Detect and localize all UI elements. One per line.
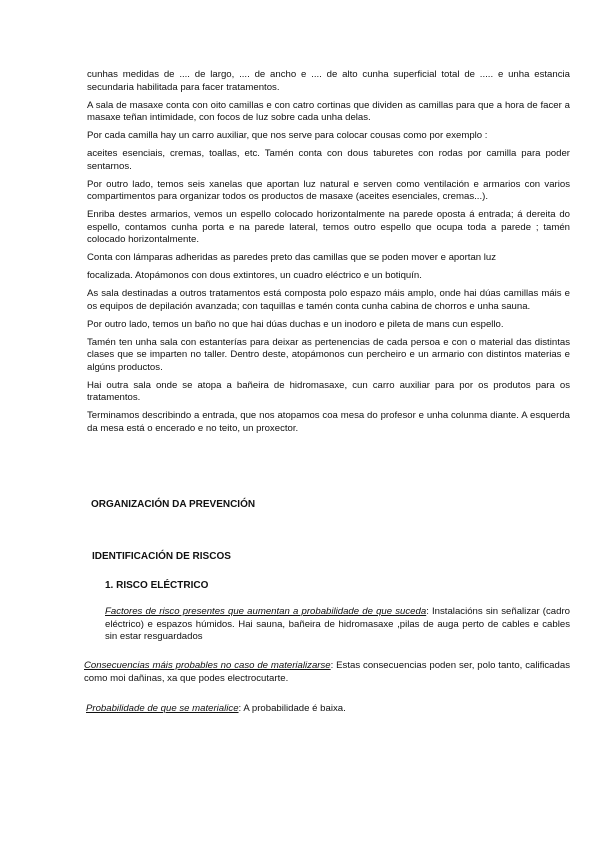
paragraph: focalizada. Atopámonos con dous extintores, un cuadro eléctrico e un botiquín.: [87, 270, 422, 281]
paragraph: cunhas medidas de .... de largo, .... de ancho e .... de alto cunha superficial total de ..... e unha estancia secundaria habilitada para facer tratamentos.: [87, 69, 570, 93]
consecuencias-paragraph: [84, 660, 570, 685]
paragraph: Enriba destes armarios, vemos un espello colocado horizontalmente na parede oposta á entrada; á dereita do espello, contamos cunha porta e na parede lateral, temos outro espello que ocupa toda a parede ; tamén colocado horizontalmente.: [87, 209, 570, 245]
factores-text: : Instalacións sin señalizar (cadro eléctrico) e espazos húmidos. Hai sauna, bañeira de hidromasaxe ,pilas de auga perto de cables e cables sin estar resguardados: [105, 606, 570, 642]
factores-label: Factores de risco presentes que aumentan a probabilidade de que suceda: [105, 606, 427, 617]
paragraph: Hai outra sala onde se atopa a bañeira de hidromasaxe, cun carro auxiliar para por os produtos para os tratamentos.: [87, 379, 570, 403]
consecuencias-label: Consecuencias máis probables no caso de materializarse: [84, 660, 331, 671]
section-heading-organizacion: ORGANIZACIÓN DA PREVENCIÓN: [91, 499, 256, 510]
paragraph: Por outro lado, temos un baño no que hai dúas duchas e un inodoro e pileta de mans cun espello.: [87, 318, 504, 330]
paragraph: Tamén ten unha sala con estanterías para deixar as pertenencias de cada persoa e con o material das distintas clases que se imparten no taller. Dentro deste, atopámonos cun percheiro e un armario con distintos materias e algúns productos.: [87, 336, 570, 373]
description-text-block: [87, 69, 570, 441]
probabilidade-paragraph: [86, 703, 570, 716]
paragraph: aceites esenciais, cremas, toallas, etc. Tamén conta con dous taburetes con rodas por camilla para poder sentarnos.: [87, 148, 570, 172]
section-heading-identificacion: IDENTIFICACIÓN DE RISCOS: [92, 551, 231, 562]
subsection-heading-risco: 1. RISCO ELÉCTRICO: [105, 580, 209, 591]
paragraph: Terminamos describindo a entrada, que nos atopamos coa mesa do profesor e unha colunma diante. A esquerda da mesa está o encerado e no teito, un proxector.: [87, 410, 570, 434]
probabilidade-text: : A probabilidade é baixa.: [238, 703, 346, 714]
probabilidade-label: Probabilidade de que se materialice: [86, 703, 239, 714]
paragraph: Conta con lámparas adheridas as paredes preto das camillas que se poden mover e aportan luz: [87, 252, 497, 263]
paragraph: A sala de masaxe conta con oito camillas e con catro cortinas que dividen as camillas para que a hora de facer a masaxe teñan intimidade, con focos de luz sobre cada unha delas.: [87, 99, 570, 123]
paragraph: As sala destinadas a outros tratamentos está composta polo espazo máis amplo, onde hai dúas camillas máis e os equipos de depilación avanzada; con taquillas e tamén conta cunha cabina de chorros e unha sauna.: [87, 288, 570, 312]
factores-paragraph: [105, 606, 570, 644]
paragraph: Por outro lado, temos seis xanelas que aportan luz natural e serven como ventilación e armarios con varios compartimentos para organizar todos os productos de masaxe (aceites esenciales, cremas...).: [87, 178, 570, 202]
paragraph: Por cada camilla hay un carro auxiliar, que nos serve para colocar cousas como por exemplo :: [87, 130, 488, 141]
consecuencias-text: : Estas consecuencias poden ser, polo tanto, calificadas como moi dañinas, xa que podes electrocutarte.: [84, 660, 570, 684]
